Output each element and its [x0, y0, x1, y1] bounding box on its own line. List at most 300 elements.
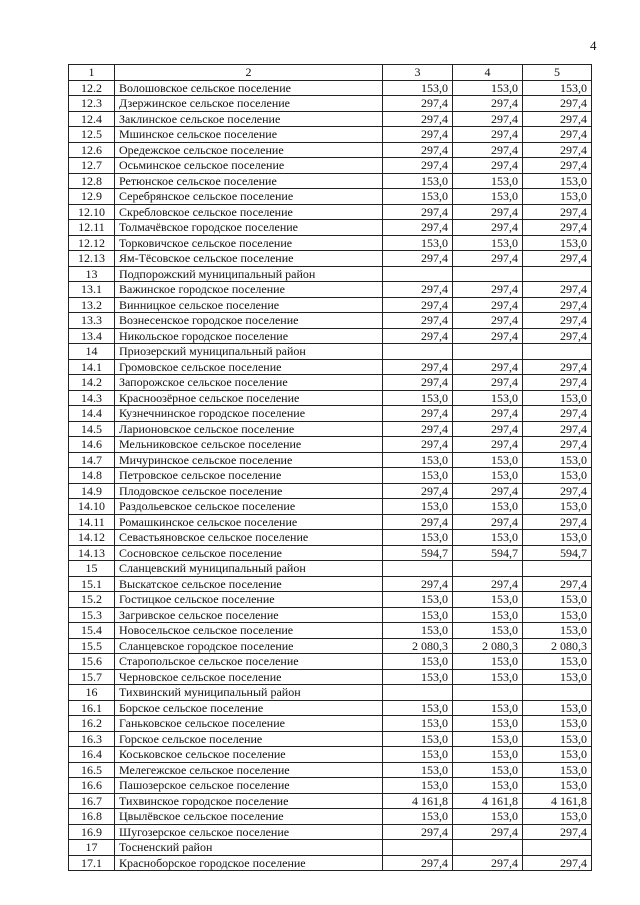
- row-value-col5: 297,4: [523, 282, 592, 298]
- row-number: 13.3: [69, 313, 115, 329]
- row-value-col5: 594,7: [523, 545, 592, 561]
- row-value-col3: 297,4: [383, 514, 453, 530]
- row-value-col4: 153,0: [453, 809, 523, 825]
- row-value-col3: 153,0: [383, 762, 453, 778]
- row-value-col4: 297,4: [453, 824, 523, 840]
- row-value-col3: 153,0: [383, 390, 453, 406]
- row-value-col3: 153,0: [383, 592, 453, 608]
- row-value-col3: [383, 344, 453, 360]
- row-value-col3: [383, 685, 453, 701]
- row-value-col5: 297,4: [523, 406, 592, 422]
- row-number: 16.6: [69, 778, 115, 794]
- row-number: 12.8: [69, 173, 115, 189]
- row-name: Торковичское сельское поселение: [115, 235, 383, 251]
- row-value-col4: 297,4: [453, 204, 523, 220]
- row-number: 15: [69, 561, 115, 577]
- table-row: [69, 499, 592, 515]
- row-number: 14.5: [69, 421, 115, 437]
- row-value-col4: 297,4: [453, 313, 523, 329]
- row-number: 17: [69, 840, 115, 856]
- page-number: 4: [590, 38, 597, 53]
- row-number: 12.2: [69, 80, 115, 96]
- table-row: [69, 158, 592, 174]
- row-value-col4: [453, 344, 523, 360]
- table-row: [69, 173, 592, 189]
- row-value-col5: 297,4: [523, 421, 592, 437]
- row-number: 14: [69, 344, 115, 360]
- row-value-col4: [453, 840, 523, 856]
- row-value-col5: [523, 685, 592, 701]
- row-value-col5: 153,0: [523, 592, 592, 608]
- row-name: Красноборское городское поселение: [115, 855, 383, 871]
- row-number: 12.6: [69, 142, 115, 158]
- row-number: 14.7: [69, 452, 115, 468]
- row-value-col4: 153,0: [453, 235, 523, 251]
- row-value-col4: 153,0: [453, 607, 523, 623]
- row-number: 12.10: [69, 204, 115, 220]
- row-value-col5: 153,0: [523, 189, 592, 205]
- row-number: 14.13: [69, 545, 115, 561]
- row-value-col4: 153,0: [453, 716, 523, 732]
- row-value-col4: 297,4: [453, 359, 523, 375]
- row-number: 17.1: [69, 855, 115, 871]
- row-value-col4: 297,4: [453, 855, 523, 871]
- row-value-col3: 153,0: [383, 716, 453, 732]
- row-value-col3: 153,0: [383, 468, 453, 484]
- row-value-col5: 153,0: [523, 654, 592, 670]
- row-number: 14.3: [69, 390, 115, 406]
- row-number: 12.3: [69, 96, 115, 112]
- row-name: Тосненский район: [115, 840, 383, 856]
- row-value-col4: 153,0: [453, 530, 523, 546]
- table-row: [69, 514, 592, 530]
- row-value-col4: 297,4: [453, 251, 523, 267]
- row-value-col5: 2 080,3: [523, 638, 592, 654]
- row-number: 12.11: [69, 220, 115, 236]
- row-value-col4: 297,4: [453, 220, 523, 236]
- row-value-col4: 153,0: [453, 592, 523, 608]
- table-row: [69, 855, 592, 871]
- table-row: [69, 592, 592, 608]
- table-header-row: [69, 65, 592, 81]
- table-row: [69, 716, 592, 732]
- row-value-col3: 297,4: [383, 204, 453, 220]
- district-row: [69, 840, 592, 856]
- row-value-col3: 297,4: [383, 576, 453, 592]
- row-name: Плодовское сельское поселение: [115, 483, 383, 499]
- table-row: [69, 793, 592, 809]
- row-value-col5: 153,0: [523, 452, 592, 468]
- row-name: Мелегежское сельское поселение: [115, 762, 383, 778]
- row-value-col5: 153,0: [523, 499, 592, 515]
- row-value-col5: 153,0: [523, 235, 592, 251]
- row-value-col5: 297,4: [523, 96, 592, 112]
- row-number: 14.8: [69, 468, 115, 484]
- row-number: 15.5: [69, 638, 115, 654]
- row-name: Мельниковское сельское поселение: [115, 437, 383, 453]
- column-header-4: 4: [453, 65, 523, 81]
- row-name: Волошовское сельское поселение: [115, 80, 383, 96]
- row-value-col4: 153,0: [453, 452, 523, 468]
- row-value-col3: 594,7: [383, 545, 453, 561]
- row-value-col3: 153,0: [383, 80, 453, 96]
- row-value-col5: [523, 344, 592, 360]
- table-row: [69, 204, 592, 220]
- row-number: 16.7: [69, 793, 115, 809]
- row-value-col5: 297,4: [523, 251, 592, 267]
- row-value-col4: 153,0: [453, 390, 523, 406]
- row-name: Важинское городское поселение: [115, 282, 383, 298]
- column-header-2: 2: [115, 65, 383, 81]
- row-value-col4: 297,4: [453, 282, 523, 298]
- row-value-col5: 297,4: [523, 359, 592, 375]
- table-row: [69, 142, 592, 158]
- column-header-5: 5: [523, 65, 592, 81]
- row-value-col3: 297,4: [383, 158, 453, 174]
- row-value-col4: 153,0: [453, 762, 523, 778]
- row-name: Выскатское сельское поселение: [115, 576, 383, 592]
- row-value-col4: 297,4: [453, 111, 523, 127]
- row-name: Ям-Тёсовское сельское поселение: [115, 251, 383, 267]
- row-name: Кузнечнинское городское поселение: [115, 406, 383, 422]
- row-value-col5: 153,0: [523, 669, 592, 685]
- table-row: [69, 328, 592, 344]
- row-value-col4: 153,0: [453, 669, 523, 685]
- row-value-col3: 297,4: [383, 220, 453, 236]
- row-name: Новосельское сельское поселение: [115, 623, 383, 639]
- row-value-col3: 297,4: [383, 855, 453, 871]
- row-value-col4: 297,4: [453, 297, 523, 313]
- row-value-col3: 153,0: [383, 669, 453, 685]
- row-number: 14.4: [69, 406, 115, 422]
- row-value-col3: 153,0: [383, 700, 453, 716]
- row-value-col5: 297,4: [523, 142, 592, 158]
- row-name: Подпорожский муниципальный район: [115, 266, 383, 282]
- row-value-col4: 153,0: [453, 189, 523, 205]
- row-value-col5: 4 161,8: [523, 793, 592, 809]
- table-row: [69, 762, 592, 778]
- row-number: 13.1: [69, 282, 115, 298]
- row-value-col5: 297,4: [523, 158, 592, 174]
- row-value-col5: 153,0: [523, 607, 592, 623]
- row-value-col4: 297,4: [453, 406, 523, 422]
- row-value-col4: 153,0: [453, 747, 523, 763]
- row-value-col3: 297,4: [383, 375, 453, 391]
- row-value-col3: [383, 266, 453, 282]
- table-row: [69, 607, 592, 623]
- table-row: [69, 359, 592, 375]
- row-value-col5: 297,4: [523, 375, 592, 391]
- row-name: Сланцевский муниципальный район: [115, 561, 383, 577]
- row-value-col3: 153,0: [383, 654, 453, 670]
- table-row: [69, 375, 592, 391]
- row-number: 16.5: [69, 762, 115, 778]
- row-name: Коськовское сельское поселение: [115, 747, 383, 763]
- row-name: Дзержинское сельское поселение: [115, 96, 383, 112]
- row-value-col3: 297,4: [383, 359, 453, 375]
- row-value-col4: 297,4: [453, 483, 523, 499]
- district-row: [69, 344, 592, 360]
- row-name: Тихвинский муниципальный район: [115, 685, 383, 701]
- row-number: 12.13: [69, 251, 115, 267]
- row-number: 16.1: [69, 700, 115, 716]
- row-value-col3: 153,0: [383, 778, 453, 794]
- row-value-col4: 297,4: [453, 375, 523, 391]
- row-name: Раздольевское сельское поселение: [115, 499, 383, 515]
- row-value-col5: 153,0: [523, 530, 592, 546]
- row-value-col5: 153,0: [523, 762, 592, 778]
- table-row: [69, 111, 592, 127]
- row-name: Горское сельское поселение: [115, 731, 383, 747]
- row-number: 16.8: [69, 809, 115, 825]
- row-value-col4: 153,0: [453, 499, 523, 515]
- row-number: 14.12: [69, 530, 115, 546]
- row-value-col4: 153,0: [453, 173, 523, 189]
- row-value-col4: 297,4: [453, 142, 523, 158]
- row-number: 16: [69, 685, 115, 701]
- row-value-col5: 153,0: [523, 731, 592, 747]
- row-value-col4: 297,4: [453, 158, 523, 174]
- row-value-col4: 153,0: [453, 654, 523, 670]
- row-name: Оредежское сельское поселение: [115, 142, 383, 158]
- row-value-col3: 153,0: [383, 809, 453, 825]
- row-value-col3: 297,4: [383, 251, 453, 267]
- row-value-col3: 153,0: [383, 530, 453, 546]
- row-value-col3: 297,4: [383, 142, 453, 158]
- table-row: [69, 747, 592, 763]
- row-number: 15.3: [69, 607, 115, 623]
- table-row: [69, 452, 592, 468]
- row-number: 14.11: [69, 514, 115, 530]
- row-name: Ромашкинское сельское поселение: [115, 514, 383, 530]
- row-number: 13.4: [69, 328, 115, 344]
- row-name: Осьминское сельское поселение: [115, 158, 383, 174]
- row-value-col4: 153,0: [453, 778, 523, 794]
- table-row: [69, 96, 592, 112]
- row-value-col5: 153,0: [523, 716, 592, 732]
- row-value-col5: 297,4: [523, 483, 592, 499]
- row-value-col4: 297,4: [453, 421, 523, 437]
- table-row: [69, 824, 592, 840]
- row-value-col5: 153,0: [523, 390, 592, 406]
- table-row: [69, 313, 592, 329]
- row-value-col5: 153,0: [523, 778, 592, 794]
- row-name: Вознесенское городское поселение: [115, 313, 383, 329]
- row-name: Пашозерское сельское поселение: [115, 778, 383, 794]
- row-value-col5: 153,0: [523, 80, 592, 96]
- table-row: [69, 530, 592, 546]
- row-value-col3: [383, 840, 453, 856]
- row-name: Севастьяновское сельское поселение: [115, 530, 383, 546]
- row-value-col4: 297,4: [453, 127, 523, 143]
- row-value-col3: [383, 561, 453, 577]
- row-value-col4: 153,0: [453, 468, 523, 484]
- row-value-col4: 153,0: [453, 731, 523, 747]
- row-value-col4: [453, 561, 523, 577]
- row-name: Красноозёрное сельское поселение: [115, 390, 383, 406]
- row-number: 16.9: [69, 824, 115, 840]
- row-name: Громовское сельское поселение: [115, 359, 383, 375]
- table-row: [69, 235, 592, 251]
- row-value-col4: [453, 266, 523, 282]
- row-value-col3: 297,4: [383, 328, 453, 344]
- row-name: Борское сельское поселение: [115, 700, 383, 716]
- row-value-col5: 153,0: [523, 747, 592, 763]
- row-name: Ретюнское сельское поселение: [115, 173, 383, 189]
- row-value-col4: 153,0: [453, 80, 523, 96]
- row-name: Шугозерское сельское поселение: [115, 824, 383, 840]
- table-row: [69, 576, 592, 592]
- row-name: Гостицкое сельское поселение: [115, 592, 383, 608]
- table-row: [69, 483, 592, 499]
- row-value-col3: 297,4: [383, 421, 453, 437]
- row-number: 12.5: [69, 127, 115, 143]
- row-value-col5: 153,0: [523, 809, 592, 825]
- row-value-col5: 297,4: [523, 855, 592, 871]
- table-row: [69, 220, 592, 236]
- row-value-col5: 297,4: [523, 111, 592, 127]
- district-row: [69, 561, 592, 577]
- row-value-col5: 297,4: [523, 204, 592, 220]
- table-row: [69, 654, 592, 670]
- column-header-1: 1: [69, 65, 115, 81]
- row-value-col3: 2 080,3: [383, 638, 453, 654]
- row-name: Черновское сельское поселение: [115, 669, 383, 685]
- row-name: Скреблoвское сельское поселение: [115, 204, 383, 220]
- row-number: 16.2: [69, 716, 115, 732]
- row-value-col4: 153,0: [453, 700, 523, 716]
- table-row: [69, 80, 592, 96]
- row-name: Петровское сельское поселение: [115, 468, 383, 484]
- row-name: Мичуринское сельское поселение: [115, 452, 383, 468]
- row-value-col4: 4 161,8: [453, 793, 523, 809]
- table-row: [69, 669, 592, 685]
- row-value-col5: [523, 840, 592, 856]
- row-value-col5: 153,0: [523, 468, 592, 484]
- row-value-col4: 153,0: [453, 623, 523, 639]
- row-number: 14.2: [69, 375, 115, 391]
- row-name: Винницкое сельское поселение: [115, 297, 383, 313]
- row-name: Серебрянское сельское поселение: [115, 189, 383, 205]
- row-value-col3: 297,4: [383, 96, 453, 112]
- row-name: Сланцевское городское поселение: [115, 638, 383, 654]
- row-number: 13: [69, 266, 115, 282]
- row-name: Толмачёвское городское поселение: [115, 220, 383, 236]
- row-value-col3: 297,4: [383, 483, 453, 499]
- table-row: [69, 390, 592, 406]
- row-name: Ганьковское сельское поселение: [115, 716, 383, 732]
- table-row: [69, 731, 592, 747]
- row-number: 15.6: [69, 654, 115, 670]
- row-value-col4: 297,4: [453, 437, 523, 453]
- row-value-col3: 4 161,8: [383, 793, 453, 809]
- table-row: [69, 297, 592, 313]
- row-name: Сосновское сельское поселение: [115, 545, 383, 561]
- row-name: Мшинское сельское поселение: [115, 127, 383, 143]
- row-number: 12.4: [69, 111, 115, 127]
- row-value-col4: 594,7: [453, 545, 523, 561]
- row-value-col3: 297,4: [383, 406, 453, 422]
- row-number: 16.3: [69, 731, 115, 747]
- row-name: Приозерский муниципальный район: [115, 344, 383, 360]
- row-value-col4: 2 080,3: [453, 638, 523, 654]
- table-row: [69, 638, 592, 654]
- row-value-col3: 297,4: [383, 313, 453, 329]
- table-row: [69, 623, 592, 639]
- table-row: [69, 127, 592, 143]
- row-value-col5: 297,4: [523, 220, 592, 236]
- row-value-col3: 297,4: [383, 297, 453, 313]
- row-name: Старопольское сельское поселение: [115, 654, 383, 670]
- row-value-col5: [523, 266, 592, 282]
- row-value-col5: 297,4: [523, 576, 592, 592]
- row-value-col3: 153,0: [383, 452, 453, 468]
- row-name: Никольское городское поселение: [115, 328, 383, 344]
- row-value-col4: 297,4: [453, 96, 523, 112]
- row-value-col5: 153,0: [523, 173, 592, 189]
- row-value-col5: 297,4: [523, 127, 592, 143]
- row-number: 14.9: [69, 483, 115, 499]
- row-value-col5: 153,0: [523, 623, 592, 639]
- row-number: 12.12: [69, 235, 115, 251]
- row-number: 13.2: [69, 297, 115, 313]
- table-row: [69, 809, 592, 825]
- row-name: Тихвинское городское поселение: [115, 793, 383, 809]
- row-value-col5: 297,4: [523, 313, 592, 329]
- table-row: [69, 251, 592, 267]
- table-row: [69, 189, 592, 205]
- row-number: 14.10: [69, 499, 115, 515]
- row-value-col3: 297,4: [383, 824, 453, 840]
- row-value-col3: 297,4: [383, 127, 453, 143]
- table-body: [69, 80, 592, 871]
- row-name: Заклинское сельское поселение: [115, 111, 383, 127]
- table-row: [69, 468, 592, 484]
- table-row: [69, 778, 592, 794]
- row-value-col4: 297,4: [453, 328, 523, 344]
- district-row: [69, 266, 592, 282]
- row-number: 16.4: [69, 747, 115, 763]
- table-row: [69, 421, 592, 437]
- table-row: [69, 700, 592, 716]
- row-value-col5: 297,4: [523, 824, 592, 840]
- row-value-col5: [523, 561, 592, 577]
- row-value-col3: 153,0: [383, 607, 453, 623]
- row-value-col5: 297,4: [523, 437, 592, 453]
- row-name: Цвылёвское сельское поселение: [115, 809, 383, 825]
- table-row: [69, 437, 592, 453]
- row-value-col5: 153,0: [523, 700, 592, 716]
- row-value-col4: [453, 685, 523, 701]
- row-value-col5: 297,4: [523, 328, 592, 344]
- table-row: [69, 545, 592, 561]
- row-value-col3: 297,4: [383, 282, 453, 298]
- row-number: 12.7: [69, 158, 115, 174]
- row-value-col3: 153,0: [383, 499, 453, 515]
- row-value-col4: 297,4: [453, 576, 523, 592]
- row-value-col4: 297,4: [453, 514, 523, 530]
- row-number: 12.9: [69, 189, 115, 205]
- row-number: 14.1: [69, 359, 115, 375]
- row-name: Загривское сельское поселение: [115, 607, 383, 623]
- row-number: 15.1: [69, 576, 115, 592]
- row-value-col3: 153,0: [383, 623, 453, 639]
- row-value-col3: 153,0: [383, 731, 453, 747]
- row-value-col3: 153,0: [383, 235, 453, 251]
- row-number: 15.7: [69, 669, 115, 685]
- row-name: Ларионовское сельское поселение: [115, 421, 383, 437]
- row-value-col3: 153,0: [383, 747, 453, 763]
